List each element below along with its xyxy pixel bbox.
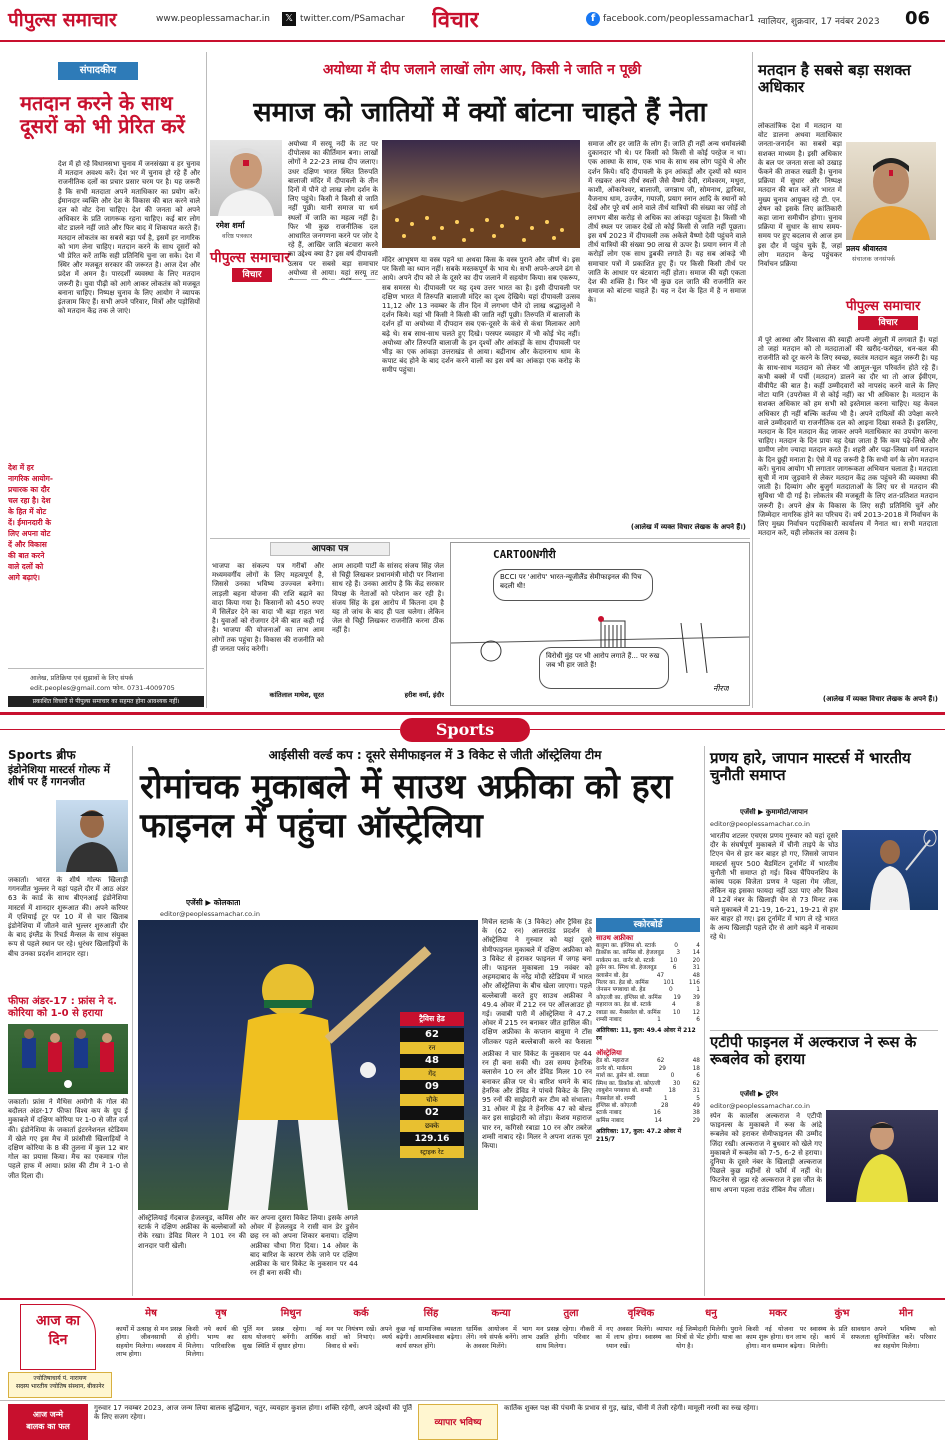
facebook-icon: f [586, 12, 600, 26]
scoreboard-team2: ऑस्ट्रेलिया [596, 1049, 622, 1058]
diya-illustration [382, 140, 580, 248]
score-row: बावुमा का. इंग्लिस बो. स्टार्क 0 4 [596, 943, 700, 949]
section-title: विचार [432, 8, 479, 33]
right-author-photo [846, 142, 936, 240]
football-illustration [8, 1024, 128, 1094]
sign-aries: मेष [145, 1308, 157, 1319]
sign-pisces: मीन [898, 1308, 914, 1319]
right-op-section-badge: विचार [858, 316, 918, 330]
sign-sagittarius-text: नई जिम्मेदारी मिलेगी। पुराने मित्रों से भेंट होगी। यात्रा का योग है। [676, 1325, 742, 1350]
stat-sixes-label: छक्के [400, 1120, 464, 1132]
scoreboard-team1: साउथ अफ्रीका [596, 934, 634, 942]
prannoy-headline: प्रणय हारे, जापान मास्टर्स में भारतीय चुनौती समाप्त [710, 749, 911, 785]
stat-fours-label: चौके [400, 1094, 464, 1106]
team1-batting [596, 943, 700, 1024]
score-row: स्टार्क नाबाद 16 38 [596, 1110, 700, 1117]
astrologer-box [8, 1372, 112, 1398]
dateline: ग्वालियर, शुक्रवार, 17 नवंबर 2023 [758, 17, 880, 27]
sign-gemini: मिथुन [280, 1308, 302, 1319]
horoscope-title-2: दिन [48, 1332, 68, 1348]
sign-scorpio: वृश्चिक [627, 1308, 655, 1319]
horoscope-title-box [20, 1304, 96, 1370]
score-row: मार्श का. डुसेन बो. रबाडा 0 6 [596, 1073, 700, 1080]
alcaraz-photo [826, 1110, 938, 1202]
score-row: मैक्सवेल बो. शम्सी 1 5 [596, 1095, 700, 1102]
stats-box [400, 1028, 464, 1158]
player-name-badge: ट्रैविस हेड [400, 1012, 464, 1026]
lead-section-badge: विचार [232, 268, 272, 282]
sign-virgo-text: धार्मिक आयोजन में भाग लेंगे। नये संपर्क बनेंगे। लाभ के अवसर मिलेंगे। [466, 1325, 532, 1350]
stat-balls-value: 48 [400, 1054, 464, 1068]
sign-scorpio-text: नए अवसर मिलेंगे। व्यापार में लाभ होगा। स्वास्थ्य का ध्यान रखें। [606, 1325, 672, 1350]
letters-header: आपका पत्र [270, 542, 390, 556]
prannoy-body: भारतीय शटलर एचएस प्रणय गुरुवार को यहां दूसरे दौर के संघर्षपूर्ण मुकाबले में चीनी ताइपे के चोउ टिएन चेन से हार कर बाहर हो गए, जिससे जापान मास्टर्स सुपर 500 बैडमिंटन टूर्नामेंट में भारतीय चुनौती भी समाप्त हो गई। विश्व चैंपियनशिप के कांस्य पदक विजेता प्रणय ने पहला गेम जीता, लेकिन वह इसका फायदा नहीं उठा पाए और विश्व में 12वें नंबर के खिलाड़ी चेन से 73 मिनट तक चले मुकाबले में 21-19, 16-21, 19-21 से हार कर बाहर हो गए। इस टूर्नामेंट में भाग ले रहे भारत के अन्य खिलाड़ी पहले दौर से आगे बढ़ने में नाकाम रहे थे। [710, 832, 838, 942]
letter1-author: कांतिलाल माथेश, सूरत [269, 691, 324, 699]
right-author-name: प्रलय श्रीवास्तव [846, 244, 888, 253]
masthead [0, 0, 945, 42]
score-row: डुसेन का. स्मिथ बो. हेजलवुड 6 31 [596, 965, 700, 972]
prannoy-body-continued [842, 914, 938, 1026]
sign-sagittarius: धनु [705, 1308, 717, 1319]
brief2-title: फीफा अंडर-17 : फ्रांस ने द. कोरिया को 1-0 से हराया [8, 996, 117, 1019]
website-link[interactable]: www.peoplessamachar.in [156, 14, 270, 24]
golfer-illustration [56, 800, 128, 872]
prannoy-photo [842, 830, 938, 910]
sign-capricorn: मकर [769, 1308, 787, 1319]
cartoonist-signature: नीरज [713, 684, 729, 693]
alcaraz-byline: एजेंसी ▶ टूरिन [740, 1090, 778, 1098]
scoreboard [596, 918, 700, 1294]
sign-aquarius: कुंभ [834, 1308, 850, 1319]
sports-byline: एजेंसी ▶ कोलकाता [186, 898, 241, 907]
stat-runs-value: 62 [400, 1028, 464, 1042]
sports-kicker: आईसीसी वर्ल्ड कप : दूसरे सेमीफाइनल में 3 विकेट से जीती ऑस्ट्रेलिया टीम [268, 748, 602, 762]
score-row: जेनसन पगबाधा बो. हेड 0 1 [596, 987, 700, 994]
facebook-link[interactable]: facebook.com/peoplessamachar1 [603, 14, 755, 24]
brief1-body: जकार्ता। भारत के शीर्ष गोल्फ खिलाड़ी गगनजीत भुल्लर ने यहां पहले दौर में आठ अंडर 63 के कार्ड के साथ बीएनआई इंडोनेशिया मास्टर्स में शानदार शुरूआत की। अपने करियर में एशियाई टूर पर 10 में से चार खिताब इंडोनेशिया में जीतने वाले भुल्लर शुरुआती दौर के बाद इंग्लैंड के रिचर्ड मैन्सल के साथ संयुक्त रूप से पहले स्थान पर रहे। धुरंधर खिलाड़ियों के बीच उनका प्रदर्शन शानदार रहा। [8, 876, 128, 958]
score-row: वार्नर बो. मार्करम 29 18 [596, 1065, 700, 1072]
score-row: स्मिथ का. डिकॉक बो. कोएत्जी 30 62 [596, 1080, 700, 1087]
right-op-logo: पीपुल्स समाचार [846, 299, 921, 314]
portrait-illustration [210, 140, 282, 216]
sign-virgo: कन्या [491, 1308, 511, 1319]
cartoon-panel [450, 542, 750, 706]
right-portrait-illustration [846, 142, 936, 240]
team2-batting [596, 1058, 700, 1125]
sign-aries-text: कार्यों में उत्साह से मन प्रसन्न होगा। जीवनसाथी से सहयोग मिलेगा। व्यवसाय में लाभ होगा। [116, 1325, 182, 1359]
score-row: महाराज का. हेड बो. स्टार्क 4 8 [596, 1002, 700, 1009]
birth-fortune-label-1: आज जन्मे [32, 1410, 64, 1419]
horoscope-title-1: आज का [36, 1313, 80, 1329]
sports-col3b [362, 1214, 472, 1294]
trade-forecast-text: कार्तिक शुक्ल पक्ष की पंचमी के प्रभाव से गुड़, खांड, चीनी में तेजी रहेगी। मामूली नरमी का रुख रहेगा। [504, 1404, 759, 1412]
stat-sr-value: 129.16 [400, 1132, 464, 1146]
sign-pisces-text: अपने भविष्य को सुनियोजित करें। परिवार का सहयोग मिलेगा। [874, 1325, 936, 1350]
sports-banner: Sports [400, 718, 530, 742]
right-author-role: संचालक जनसंपर्क [852, 255, 896, 263]
score-row: क्लासेन बो. हेड 47 48 [596, 972, 700, 979]
author-photo [210, 140, 282, 216]
lead-col1-continued [210, 288, 378, 536]
editorial-title: मतदान करने के साथ दूसरों को भी प्रेरित करें [20, 91, 185, 138]
score-row: मार्करम का. वार्नर बो. स्टार्क 10 20 [596, 957, 700, 964]
astrologer-name: ज्योतिषाचार्य पं. नारायण [33, 1375, 87, 1382]
score-row: इंग्लिस बो. कोएत्जी 28 49 [596, 1102, 700, 1109]
sports-brief-label: Sports ब्रीफ [8, 748, 76, 762]
score-row: रबाडा का. मैक्सवेल बो. कमिंस 10 12 [596, 1009, 700, 1016]
right-op-headline: मतदान है सबसे बड़ा सशक्त अधिकार [758, 61, 911, 97]
sports-col4: अफ्रीका ने चार विकेट के नुकसान पर 44 रन ही बना सकी थी। उस समय हेनरिक क्लासेन 10 रन और डेविड मिलर 10 रन बनाकर क्रीज पर थे। बारिश थमने के बाद हेनरिक और डेविड ने पांचवे विकेट के लिए 95 रनों की साझेदारी कर टीम को संभाला। 31 ओवर में हेड ने हेनरिक 47 को बोल्ड कर इस साझेदारी को तोड़ा। केशव महाराज चार रन, कगिसो रबाडा 10 रन और तबरेज शम्सी नाबाद रहे। मिलर ने अपना शतक पूरा किया। [482, 1050, 592, 1151]
right-op-closing: (आलेख में व्यक्त विचार लेखक के अपने हैं।) [822, 695, 938, 703]
prannoy-email[interactable]: editor@peoplessamachar.co.in [710, 820, 810, 828]
score-row: हेड बो. महाराज 62 48 [596, 1058, 700, 1065]
editorial-contact-label: आलेख, प्रतिक्रिया एवं सुझावों के लिए संपर्क [30, 674, 134, 682]
brief1-title: इंडोनेशिया मास्टर्स गोल्फ में शीर्ष पर हैं गगनजीत [8, 764, 110, 789]
sign-gemini-text: मन प्रसन्न रहेगा। नई योजनाएं बनेंगी। आर्थिक स्थिति में सुधार होगा। [256, 1325, 322, 1350]
cartoon-bubble-top: BCCI पर 'आरोप' भारत-न्यूजीलैंड सेमीफाइनल की पिच बदली थी! [493, 569, 653, 601]
sign-taurus-text: किसी नये कार्य की पूर्ति होगी। भाग्य का साथ मिलेगा। पारिवारिक सुख मिलेगा। [186, 1325, 252, 1359]
score-row: लाबुशेन पगबाधा बो. शम्सी 18 31 [596, 1088, 700, 1095]
stat-balls-label: गेंद [400, 1068, 464, 1080]
stat-runs-label: रन [400, 1042, 464, 1054]
lead-col2: मंदिर आभूषण या वस्त्र पहने था अथवा किस के वस्त्र पुराने और जीर्ण थे। इस पर किसी का ध्यान नहीं। सबके मस्तकपूर्ण के भाव थे। सभी अपने-अपने ढंग से आये। अपने दीप को ले के दूसरे का दीप जलाने में सहयोग किया। सब एकरूप, सब समरस थे। दीपावली पर यह दृश्य उत्तर भारत का है। इसी दीपावली पर दक्षिण भारत में तिरुपति बालाजी मंदिर का दृश्य देखिये। यहां दीपावली उत्सव 11,12 और 13 नवम्बर के तीन दिन में लगभग पौने दो लाख श्रद्धालुओं ने दर्शन किये। यहां भी किसी ने किसी की जाति नहीं पूछी। तिरुपति में बालाजी के दर्शन हों या अयोध्या में दीपदान सब एक-दूसरे के कंधे से कंधा मिलाकर आगे बढ़े थे। सब साथ-साथ चलते हुए दिखे। परस्पर व्यवहार में भी कोई भेद नहीं। अयोध्या और तिरुपति बालाजी के इन दृश्यों और आंकड़ों के साथ दीपावली पर भीड़ का एक आंकड़ा उत्तराखंड से आया। बद्रीनाथ और केदारनाथ धाम के कपाट बंद होने के बाद दर्शन करने वालों का इस वर्ष का आंकड़ा एक करोड़ के समीप पहुंचा। [382, 256, 580, 375]
author-role: वरिष्ठ पत्रकार [222, 232, 253, 240]
team1-total: अतिरिक्त: 11, कुल: 49.4 ओवर में 212 रन [596, 1027, 696, 1043]
lead-closing-note: (आलेख में व्यक्त विचार लेखक के अपने हैं।) [630, 523, 746, 531]
sign-libra-text: मन प्रसन्न रहेगा। नौकरी में उन्नति होगी। परिवार का साथ मिलेगा। [536, 1325, 602, 1350]
golfer-photo [56, 800, 128, 872]
badminton-illustration [842, 830, 938, 910]
team2-total: अतिरिक्त: 17, कुल: 47.2 ओवर में 215/7 [596, 1128, 682, 1144]
alcaraz-email[interactable]: editor@peoplessamachar.co.in [710, 1102, 810, 1110]
score-row: मिलर का. हेड बो. कमिंस 101 116 [596, 980, 700, 987]
lead-headline: समाज को जातियों में क्यों बांटना चाहते हैं नेता [253, 97, 707, 128]
sign-leo-text: कुछ नई सामाजिक व्यस्तता बढ़ेगी। आत्मविश्वास बढ़ेगा। कार्य सफल होंगे। [396, 1325, 462, 1350]
author-name: रमेश शर्मा [216, 221, 245, 230]
score-row: डिकॉक का. कमिंस बो. हेजलवुड 3 14 [596, 950, 700, 957]
lead-kicker: अयोध्या में दीप जलाने लाखों लोग आए, किसी ने जाति न पूछी [322, 62, 642, 78]
stat-sr-label: स्ट्राइक रेट [400, 1146, 464, 1158]
sports-headline: रोमांचक मुकाबले में साउथ अफ्रीका को हरा फाइनल में पहुंचा ऑस्ट्रेलिया [140, 767, 673, 847]
sign-capricorn-text: किसी नई योजना पर काम शुरू होगा। धन लाभ होगा। मान सम्मान बढ़ेगा। [746, 1325, 806, 1350]
sign-taurus: वृष [215, 1308, 227, 1319]
x-icon: 𝕏 [282, 12, 296, 26]
score-row: कोएत्जी का. इंग्लिस बो. कमिंस 19 39 [596, 994, 700, 1001]
right-op-intro: लोकतांत्रिक देश में मतदान या वोट डालना अथवा मताधिकार जनता-जनार्दन का सबसे बड़ा सशक्त माध्यम है। इसी अधिकार के बल पर जनता सत्ता को उखाड़ फेंकने की ताकत रखती है। चुनाव प्रक्रिया में सुधार और निष्पक्ष मतदान की बात करें तो भारत में मुख्य चुनाव आयुक्त रहे टी. एन. शेषन को इसके लिए क्रांतिकारी कहा जाना समीचीन होगा। चुनाव प्रक्रिया में सुधार के साथ समय-समय पर हुए बदलाव से आज हम इस दौर में पहुंच चुके हैं, जहां लोग मतदान केन्द्र पहुंचकर निर्वाचन प्रक्रिया [758, 122, 842, 269]
football-photo [8, 1024, 128, 1094]
prannoy-byline: एजेंसी ▶ कुमामोटो/जापान [740, 808, 808, 816]
twitter-link[interactable]: twitter.com/PSamachar [300, 14, 405, 24]
sign-aquarius-text: स्वास्थ्य के प्रति सावधान रहें। कार्य में सफलता मिलेगी। [810, 1325, 870, 1350]
sign-cancer-text: मन पर नियंत्रण रखें। अपने वादों को निभाएं। व्यर्थ विवाद से बचें। [326, 1325, 392, 1350]
alcaraz-body-continued [826, 1206, 938, 1294]
birth-fortune-label [8, 1404, 88, 1440]
diya-photo [382, 140, 580, 248]
brand-logo: पीपुल्स समाचार [8, 9, 117, 31]
sports-email[interactable]: editor@peoplessamachar.co.in [160, 910, 260, 918]
page-number: 06 [905, 8, 931, 29]
sports-col1: मिचेल स्टार्क के (3 विकेट) और ट्रैविस हेड के (62 रन) आलराउंड प्रदर्शन से ऑस्ट्रेलिया ने गुरुवार को यहां दूसरे सेमीफाइनल मुकाबले में दक्षिण अफ्रीका को 3 विकेट से हराकर फाइनल में जगह बना ली। फाइनल मुकाबला 19 नवंबर को अहमदाबाद के नरेंद्र मोदी स्टेडियम में भारत और ऑस्ट्रेलिया के बीच खेला जाएगा। पहले बल्लेबाजी करते हुए साउथ अफ्रीका ने 49.4 ओवर में 212 रन पर ऑलआउट हो गई। जवाबी पारी में ऑस्ट्रेलिया ने 47.2 ओवर में 215 रन बनाकर जीत हासिल की। दक्षिण अफ्रीका के कप्तान बावुमा ने टॉस जीतकर पहले बल्लेबाजी करने का फैसला [482, 918, 592, 1046]
cartoon-label: CARTOONगीरी [493, 548, 556, 561]
sports-col2: ऑस्ट्रेलियाई गेंदबाज हेजलवुड, कमिंस और स्टार्क ने दक्षिण अफ्रीका के बल्लेबाजों को रोके रखा। डेविड मिलर ने 101 रन की शानदार पारी खेली। [138, 1214, 246, 1250]
astrologer-role: सदस्य भारतीय ज्योतिष संस्थान, बीकानेर [15, 1383, 105, 1390]
cartoon-bubble-bottom: विरोधी मुंह पर भी आरोप लगाते हैं... पर रुख जब भी हार जाते हैं! [539, 647, 669, 689]
alcaraz-headline: एटीपी फाइनल में अल्कराज ने रूस के रूबलेव को हराया [710, 1033, 917, 1069]
sports-col3: कर अपना दूसरा विकेट लिया। इसके अगले ओवर में हेजलवुड ने रासी वान डेर डुसेन छह रन को अपना शिकार बनाया। दक्षिण अफ्रीका चौथा गिरा दिया। 14 ओवर के बाद बारिश के कारण रोके जाने पर दक्षिण अफ्रीका के चार विकेट के नुकसान पर 44 रन ही बना सकी थी। [250, 1214, 358, 1278]
trade-forecast-label: व्यापार भविष्य [418, 1404, 498, 1440]
letters-col2: आम आदमी पार्टी के सांसद संजय सिंह जेल से चिट्ठी लिखकर प्रधानमंत्री मोदी पर निशाना साध रहे हैं। उनका आरोप है कि केंद्र सरकार विपक्ष के नेताओं को परेशान कर रही है। संजय सिंह के इस आरोप में कितना दम है यह तो जांच के बाद ही पता चलेगा। लेकिन जेल से चिट्ठी लिखकर राजनीति करना ठीक नहीं है। [332, 562, 444, 635]
letters-col1: भाजपा का संकल्प पत्र गरीबों और मध्यमवर्गीय लोगों के लिए महत्वपूर्ण है, जिससे उनका भविष्य उज्ज्वल बनेगा। लाड़ली बहना योजना की राशि बढ़ाने का वादा किया गया है। किसानों को 450 रुपए में सिलेंडर देने का वादा भी बड़ा राहत भरा है। युवाओं को रोजगार देने की बात कही गई है। भाजपा की योजनाओं का लाभ आम लोगों तक पहुंचा है। विकास की राजनीति को ही जनता पसंद करेगी। [212, 562, 324, 653]
editorial-email[interactable]: edit.peoples@gmail.com फोन. 0731-4009705 [30, 684, 175, 692]
birth-fortune-label-2: बालक का फल [26, 1422, 70, 1431]
alcaraz-body: स्पेन के कार्लोस अल्कराज ने एटीपी फाइनल्स के मुकाबले में रूस के आंद्रे रूबलेव को हराकर सेमीफाइनल की उम्मीद जिंदा रखी। अल्कराज ने बुधवार को खेले गए मुकाबले में रूबलेव को 7-5, 6-2 से हराया। दुनिया के दूसरे नंबर के खिलाड़ी अल्कराज पिछले कुछ महीनों से फॉर्म में नहीं थे। फिटनेस से जूझ रहे अल्कराज ने इस जीत के साथ अपना पहला राउंड रॉबिन मैच जीता। [710, 1112, 822, 1194]
lead-col1: अयोध्या में सरयू नदी के तट पर दीपोत्सव का कीर्तिमान बना। लाखों लोगों ने 22-23 लाख दीप जलाए। उधर दक्षिण भारत स्थित तिरुपति बालाजी मंदिर में दीपावली के तीन दिनों में पौने दो लाख लोग दर्शन के लिए पहुंचे। किसी ने किसी से जाति नहीं पूछी। यानी समाज या धर्म स्थलों में जाति का महत्व नहीं है। फिर भी कुछ राजनीतिक दल आधारित जनगणना करने पर जोर दे रहे हैं, आखिर जाति बंटवारा करने का उद्देश्य क्या है? इस वर्ष दीपावली उत्सव पर सबसे बड़ा समाचार अयोध्या से आया। यहां सरयू तट [288, 140, 378, 277]
lead-logo: पीपुल्स समाचार [210, 250, 291, 266]
right-op-body: में पूरे आस्था और विश्वास की स्याही अपनी अंगुली में लगवाते हैं। यहां तो जहां मतदान को तो मतदाताओं की खरीद-फरोख्त, धन-बल की राजनीति को दूर करने के लिए स्वच्छ, स्वतंत्र मतदान बहुत जरूरी है। यह के साथ-साथ मतदान को लेकर भी आमूल-चूल परिवर्तन होते रहे हैं। कभी बक्से में पर्ची (मतदान) डालने का दौर था तो आज ईवीएम, वीवीपैट की बात है। कहीं उम्मीदवारों को नापसंद करने वाले के लिए नोटा यानि (उपरोक्त में से कोई नहीं) का भी अधिकार है। मतदान के सशक्त अधिकार को हम सभी को इस्तेमाल करना चाहिए। यह केवल अधिकार ही नहीं बल्कि कर्तव्य भी है। अपने दायित्वों की उपेक्षा करने वाले उम्मीदवारों या राजनीतिक दल को आइना दिखा सकते हैं। इसलिए, मतदान के दिन मतदान केंद्र जाकर अपने मताधिकार का उपयोग करना चाहिए। मतदान के दिन प्रायः यह देखा जाता है कि कम पढ़े-लिखे और ग्रामीण लोग ज्यादा मतदान करते हैं। शहरी और पढ़ा-लिखा वर्ग मतदान के दिन छुट्टी मनाता है। ऐसे में यह जरूरी है कि सभी वर्ग के लोग मतदान करें। चुनाव आयोग भी लगातार जागरूकता अभियान चलाता है। मतदाता सूची में नाम जुड़वाने से लेकर मतदान केंद्र तक पहुंचने की व्यवस्था की जाती है। दिव्यांग और बुजुर्ग मतदाताओं के लिए घर से मतदान की सुविधा भी दी गई है। लोकतंत्र की मजबूती के लिए शत-प्रतिशत मतदान जरूरी है। अपने क्षेत्र के विकास के लिए सही प्रतिनिधि चुनें और जिम्मेदार नागरिक होने का परिचय दें। वर्ष 2013-2018 में निर्वाचन के लिए मुख्य निर्वाचन पदाधिकारी कार्यालय में नैनात था। सभी मतदाता मतदान करें, यही लोकतंत्र का उत्सव है। [758, 336, 938, 538]
lead-col3: समाज और हर जाति के लोग हैं। जाति ही नहीं अन्य धर्मावलंबी दुकानदार भी थे। पर किसी को किसी से कोई परहेज न था। एक आस्था के साथ, एक भाव के साथ सब लोग पहुंचे थे और दर्शन किये। यदि दीपावली के इन आंकड़ों और दृश्यों को ध्यान में रखकर अन्य तीर्थ स्थलों जैसे वैष्णो देवी, रामेश्वरम, मथुरा, काशी, ओंकारेश्वर, बालाजी, जगन्नाथ जी, सोमनाथ, द्वारिका, वैजनाथ धाम, उज्जैन, गयाजी, प्रयाग स्नान आदि के स्थानों को देखें और पूरे वर्ष आने वाले तीर्थ यात्रियों की संख्या का जोड़ें तो लगभग बीस करोड़ से अधिक का आंकड़ा पहुंचता है। किसी भी तीर्थ स्थल पर जाकर देखें तो कोई किसी से जाति नहीं पूछता। इस वर्ष 2023 में दीपावली तक अकेले वैष्णो देवी पहुंचने वाले तीर्थ यात्रियों की संख्या 90 लाख से ऊपर है। प्रयाग स्नान में तो करोड़ों लोग एक साथ डुबकी लगाते हैं। यह सब आंकड़े भी समाचार पत्रों में प्रकाशित हुए हैं। पर किसी किसी तीर्थ पर जाति के आधार पर बंटवारा नहीं होता। समाज की यही एकता देश की शक्ति है। फिर भी कुछ दल जाति की राजनीति कर समाज को बांटना चाहते हैं। यह न देश के हित में है न समाज के। [588, 140, 746, 305]
editorial-pull-quote: देश में हर नागरिक आयोग-प्रचारक का दौर चल रहा है। देश के हित में वोट दें। ईमानदारी के लिए अपना वोट दें और विकास की बात करने वाले दलों को आगे बढ़ाएं। [8, 463, 54, 582]
sign-libra: तुला [563, 1308, 579, 1319]
disclaimer: प्रकाशित विचारों से पीपुल्स समाचार का सहमत होना आवश्यक नहीं। [8, 696, 204, 707]
birth-fortune-text: गुरुवार 17 नवम्बर 2023, आज जन्म लिया बालक बुद्धिमान, चतुर, व्यवहार कुशल होगा। शक्ति रहेगी, अपने उद्देश्यों की पूर्ति के लिए सजग रहेगा। [94, 1404, 412, 1422]
score-row: कमिंस नाबाद 14 29 [596, 1117, 700, 1124]
stat-fours-value: 09 [400, 1080, 464, 1094]
editorial-body: देश में हो रहे विधानसभा चुनाव में जनसंख्या व हर चुनाव में मतदान अवश्य करें। देश भर में चुनाव हो रहे हैं और राजनीतिक दलों का प्रचार प्रसार चरम पर है। यह जरूरी है कि सभी मतदाता अपने मताधिकार का प्रयोग करें। ईमानदार व्यक्ति और देश के विकास की बात करने वाले दल को वोट देना चाहिए। देश की जनता को अपने अधिकार के प्रति जागरूक रहना चाहिए। कई बार लोग वोट डालने नहीं जाते और फिर बाद में शिकायत करते हैं। मतदान लोकतंत्र का सबसे बड़ा पर्व है, इसमें हर नागरिक को भाग लेना चाहिए। मतदान करने के साथ दूसरों को भी प्रेरित करें ताकि सही प्रतिनिधि चुना जा सके। देश में स्थिर और मजबूत सरकार की जरूरत है। आज देश और प्रदेश में अमन है। पारदर्शी व्यवस्था के लिए मतदान जरूरी है। युवा पीढ़ी को आगे आकर लोकतंत्र को मजबूत बनाना चाहिए। निष्पक्ष चुनाव के लिए आयोग ने व्यापक इंतजाम किए हैं। सभी अपने परिवार, मित्रों और पड़ोसियों को मतदान केंद्र तक ले जाएं। [58, 160, 200, 316]
editorial-tag: संपादकीय [58, 62, 138, 80]
score-row: शम्सी नाबाद 1 6 [596, 1017, 700, 1024]
brief2-body: जकार्ता। फ्रांस ने मैथिस अमोगौ के गोल की बदौलत अंडर-17 फीफा विश्व कप के ग्रुप ई मुकाबले में दक्षिण कोरिया पर 1-0 से जीत दर्ज की। इंडोनेशिया के जकार्ता इंटरनेशनल स्टेडियम में खेले गए इस मैच में फ्रांसीसी खिलाड़ियों ने दक्षिण कोरिया के 8 की तुलना में कुल 12 बार गोल का प्रयास किया। मैच का एकमात्र गोल पहले हाफ में आया। फ्रांस की टीम ने 1-0 से जीत दिला दी। [8, 1098, 128, 1180]
tennis-illustration [826, 1110, 938, 1202]
sign-leo: सिंह [423, 1308, 439, 1319]
scoreboard-title: स्कोरबोर्ड [596, 918, 700, 932]
sign-cancer: कर्क [353, 1308, 369, 1319]
stat-sixes-value: 02 [400, 1106, 464, 1120]
letter2-author: हरीश वर्मा, इंदौर [404, 691, 444, 699]
